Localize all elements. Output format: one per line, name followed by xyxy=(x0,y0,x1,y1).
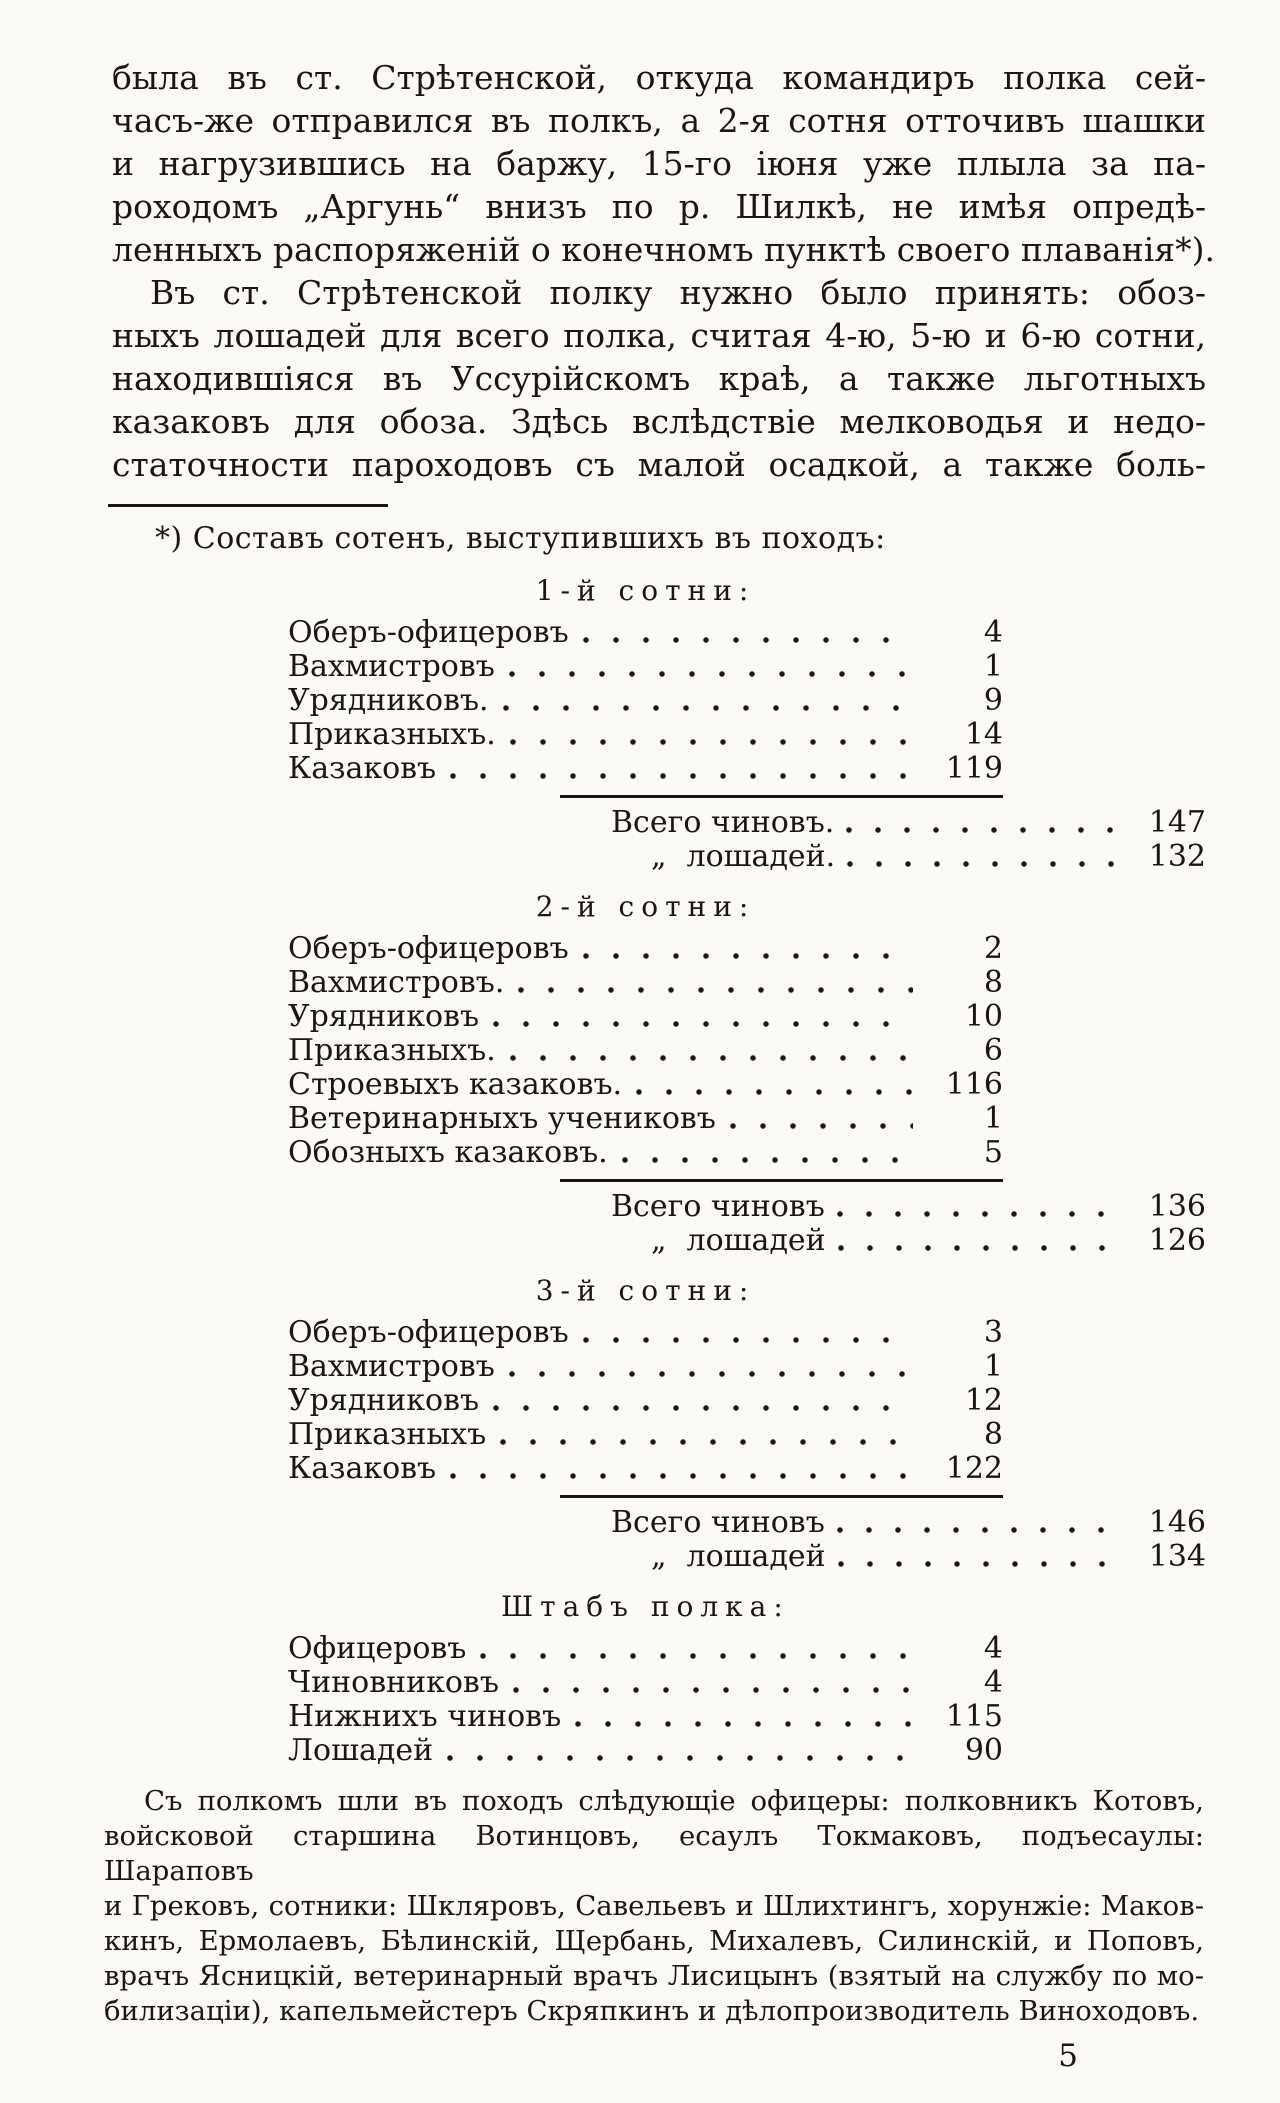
table-row xyxy=(288,650,1003,684)
table-row xyxy=(288,1418,1003,1452)
row-label: Урядниковъ xyxy=(288,999,480,1034)
totals-label: Всего чиновъ xyxy=(611,1505,825,1540)
page-number: 5 xyxy=(1058,2038,1078,2074)
text-line: роходомъ „Аргунь“ внизъ по р. Шилкѣ, не имѣя опредѣ- xyxy=(112,187,1206,226)
totals-row xyxy=(611,806,1206,840)
text-line: Съ полкомъ шли въ походъ слѣдующіе офицеры: полковникъ Котовъ, xyxy=(144,1785,1204,1817)
dot-leader xyxy=(486,1418,923,1452)
totals-row xyxy=(611,1190,1206,1224)
dot-leader xyxy=(622,1068,923,1102)
dot-leader xyxy=(561,1700,923,1734)
row-value: 10 xyxy=(964,999,1003,1034)
row-label: Обозныхъ казаковъ. xyxy=(288,1135,608,1170)
table-row xyxy=(288,1316,1003,1350)
dot-leader xyxy=(504,966,923,1000)
table-row xyxy=(288,752,1003,786)
table-row xyxy=(288,1068,1003,1102)
dot-leader xyxy=(496,718,923,752)
row-value: 2 xyxy=(983,931,1003,966)
row-value: 8 xyxy=(983,1417,1003,1452)
section-heading-4: Штабъ полка: xyxy=(501,1590,790,1623)
section-heading-1: 1-й сотни: xyxy=(535,574,756,607)
ditto-mark: „ xyxy=(651,1223,667,1258)
main-paragraph-2 xyxy=(112,271,1206,486)
table-row xyxy=(288,1384,1003,1418)
text-line: войсковой старшина Вотинцовъ, есаулъ Токмаковъ, подъесаулы: Шараповъ xyxy=(104,1820,1204,1887)
dot-leader xyxy=(825,1506,1126,1540)
text-line: ныхъ лошадей для всего полка, считая 4-ю, 5-ю и 6-ю сотни, xyxy=(112,316,1206,355)
totals-rule xyxy=(560,795,1003,798)
dot-leader xyxy=(433,1734,923,1768)
text-line: кинъ, Ермолаевъ, Бѣлинскій, Щербань, Михалевъ, Силинскій, и Поповъ, xyxy=(104,1925,1204,1957)
row-label: Приказныхъ. xyxy=(288,717,496,752)
totals-rule xyxy=(560,1495,1003,1498)
table-row xyxy=(288,718,1003,752)
row-value: 4 xyxy=(983,1665,1003,1700)
row-value: 4 xyxy=(983,1631,1003,1666)
dot-leader xyxy=(825,1190,1126,1224)
row-value: 116 xyxy=(945,1067,1003,1102)
main-paragraph-1 xyxy=(112,56,1215,271)
table-row xyxy=(288,932,1003,966)
row-label: Нижнихъ чиновъ xyxy=(288,1699,562,1734)
text-line: находившіяся въ Уссурійскомъ краѣ, а также льготныхъ xyxy=(112,359,1206,398)
dot-leader xyxy=(569,932,923,966)
text-line: Въ ст. Стрѣтенской полку нужно было принять: обоз- xyxy=(150,273,1206,312)
row-label: Казаковъ xyxy=(288,1451,437,1486)
dot-leader xyxy=(835,840,1126,874)
table-row xyxy=(288,1632,1003,1666)
dot-leader xyxy=(496,1034,923,1068)
row-label: Оберъ-офицеровъ xyxy=(288,1315,569,1350)
row-label: Оберъ-офицеровъ xyxy=(288,615,569,650)
totals-row xyxy=(651,1540,1206,1574)
text-line: статочности пароходовъ съ малой осадкой, а также боль- xyxy=(112,445,1206,484)
row-label: Чиновниковъ xyxy=(288,1665,499,1700)
row-value: 5 xyxy=(983,1135,1003,1170)
totals-value: 126 xyxy=(1148,1223,1206,1258)
footnote-rule xyxy=(108,504,388,507)
totals-value: 146 xyxy=(1148,1505,1206,1540)
row-value: 1 xyxy=(983,649,1003,684)
table-row xyxy=(288,1102,1003,1136)
dot-leader xyxy=(826,1224,1126,1258)
dot-leader xyxy=(466,1632,923,1666)
table-row xyxy=(288,1734,1003,1768)
section-2-table xyxy=(288,932,1003,1170)
row-value: 8 xyxy=(983,965,1003,1000)
totals-row xyxy=(611,1506,1206,1540)
row-value: 6 xyxy=(983,1033,1003,1068)
text-line: и нагрузившись на баржу, 15-го іюня уже плыла за па- xyxy=(112,144,1206,183)
row-label: Урядниковъ. xyxy=(288,683,489,718)
totals-row xyxy=(651,840,1206,874)
row-label: Приказныхъ. xyxy=(288,1033,496,1068)
dot-leader xyxy=(608,1136,923,1170)
table-row xyxy=(288,684,1003,718)
row-value: 3 xyxy=(983,1315,1003,1350)
row-label: Вахмистровъ xyxy=(288,1349,495,1384)
totals-label: лошадей xyxy=(686,1539,826,1574)
totals-label: Всего чиновъ xyxy=(611,1189,825,1224)
dot-leader xyxy=(495,1350,923,1384)
row-label: Вахмистровъ xyxy=(288,649,495,684)
table-row xyxy=(288,1350,1003,1384)
dot-leader xyxy=(479,1000,923,1034)
row-value: 14 xyxy=(964,717,1003,752)
dot-leader xyxy=(826,1540,1126,1574)
totals-value: 136 xyxy=(1148,1189,1206,1224)
section-heading-2: 2-й сотни: xyxy=(535,890,756,923)
row-value: 12 xyxy=(964,1383,1003,1418)
row-value: 119 xyxy=(945,751,1003,786)
row-label: Строевыхъ казаковъ. xyxy=(288,1067,623,1102)
table-row xyxy=(288,616,1003,650)
totals-value: 147 xyxy=(1148,805,1206,840)
dot-leader xyxy=(499,1666,923,1700)
totals-row xyxy=(651,1224,1206,1258)
row-value: 115 xyxy=(945,1699,1003,1734)
section-3-table xyxy=(288,1316,1003,1486)
row-value: 1 xyxy=(983,1101,1003,1136)
section-4-table xyxy=(288,1632,1003,1768)
footnote-intro: *) Составъ сотенъ, выступившихъ въ походъ: xyxy=(155,521,886,556)
text-line: врачъ Ясницкій, ветеринарный врачъ Лисицынъ (взятый на службу по мо- xyxy=(104,1960,1204,1992)
ditto-mark: „ xyxy=(651,839,667,874)
section-1-table xyxy=(288,616,1003,786)
row-value: 122 xyxy=(945,1451,1003,1486)
row-label: Вахмистровъ. xyxy=(288,965,505,1000)
officers-paragraph xyxy=(104,1784,1204,2029)
totals-label: лошадей xyxy=(686,1223,826,1258)
text-line: часъ-же отправился въ полкъ, а 2-я сотня отточивъ шашки xyxy=(112,101,1206,140)
totals-value: 132 xyxy=(1148,839,1206,874)
table-row xyxy=(288,1034,1003,1068)
row-label: Лошадей xyxy=(288,1733,434,1768)
text-line: ленныхъ распоряженій о конечномъ пунктѣ своего плаванія*). xyxy=(112,230,1215,269)
row-value: 9 xyxy=(983,683,1003,718)
totals-rule xyxy=(560,1179,1003,1182)
dot-leader xyxy=(479,1384,923,1418)
dot-leader xyxy=(716,1102,923,1136)
row-label: Приказныхъ xyxy=(288,1417,487,1452)
table-row xyxy=(288,1666,1003,1700)
totals-value: 134 xyxy=(1148,1539,1206,1574)
row-value: 1 xyxy=(983,1349,1003,1384)
table-row xyxy=(288,1000,1003,1034)
dot-leader xyxy=(495,650,923,684)
text-line: казаковъ для обоза. Здѣсь вслѣдствіе мелководья и недо- xyxy=(112,402,1206,441)
text-line: билизаціи), капельмейстеръ Скряпкинъ и дѣлопроизводитель Виноходовъ. xyxy=(104,1995,1200,2027)
table-row xyxy=(288,966,1003,1000)
row-label: Оберъ-офицеровъ xyxy=(288,931,569,966)
section-heading-3: 3-й сотни: xyxy=(535,1274,756,1307)
row-value: 90 xyxy=(964,1733,1003,1768)
table-row xyxy=(288,1136,1003,1170)
row-label: Ветеринарныхъ учениковъ xyxy=(288,1101,716,1136)
row-label: Казаковъ xyxy=(288,751,437,786)
totals-label: Всего чиновъ. xyxy=(611,805,835,840)
dot-leader xyxy=(834,806,1126,840)
dot-leader xyxy=(489,684,923,718)
row-value: 4 xyxy=(983,615,1003,650)
dot-leader xyxy=(436,1452,923,1486)
row-label: Урядниковъ xyxy=(288,1383,480,1418)
dot-leader xyxy=(569,1316,923,1350)
text-line: была въ ст. Стрѣтенской, откуда командиръ полка сей- xyxy=(112,58,1206,97)
row-label: Офицеровъ xyxy=(288,1631,467,1666)
table-row xyxy=(288,1452,1003,1486)
ditto-mark: „ xyxy=(651,1539,667,1574)
table-row xyxy=(288,1700,1003,1734)
text-line: и Грековъ, сотники: Шкляровъ, Савельевъ и Шлихтингъ, хорунжіе: Маков- xyxy=(104,1890,1204,1922)
totals-label: лошадей. xyxy=(686,839,836,874)
dot-leader xyxy=(436,752,923,786)
dot-leader xyxy=(569,616,923,650)
